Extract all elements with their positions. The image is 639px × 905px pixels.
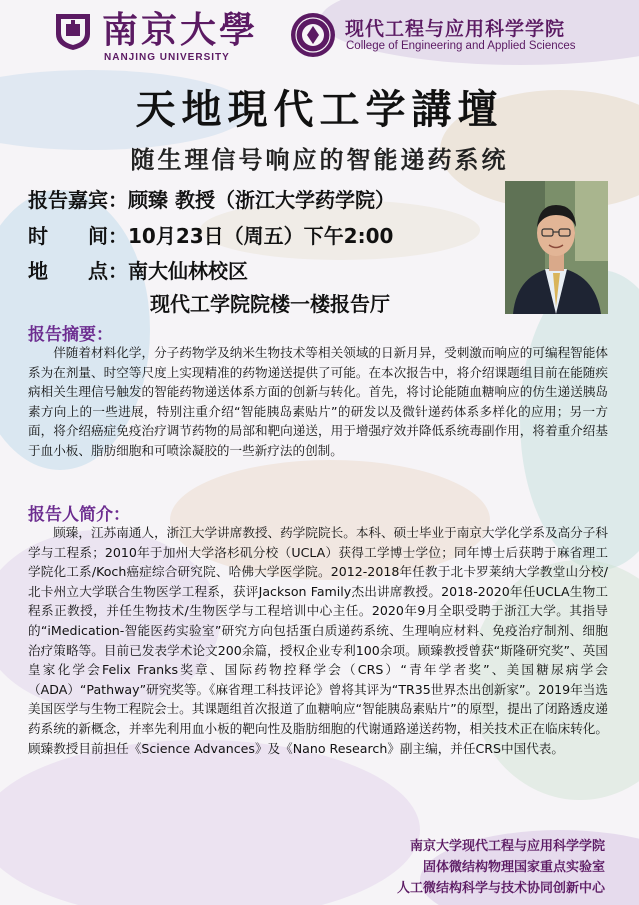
time-label: 时 间： — [28, 224, 128, 248]
nju-seal-logo — [52, 10, 94, 52]
speaker-label: 报告嘉宾： — [28, 188, 128, 212]
footer-org-1: 南京大学现代工程与应用科学学院 — [409, 839, 605, 854]
place-value: 南大仙林校区 — [128, 259, 248, 283]
bio-text: 顾臻，江苏南通人，浙江大学讲席教授、药学院院长。本科、硕士毕业于南京大学化学系及高分子科学与工程系；2010年于加州大学洛杉矶分校（UCLA）获得工学博士学位；同年博士后获聘于麻省理工学院化工系/Koch癌症综合研究院、哈佛大学医学院。2012-2018年任教于北卡罗莱纳大学教堂山分校/北卡州立大学联合生物医学工程系，获评Jackson Family杰出讲席教授。2018-2020年任UCLA生物工程系正教授，并任生物技术/生物医学与工程培训中心主任。2020年9月全职受聘于浙江大学。其指导的“iMedication-智能医药实验室”研究方向包括蛋白质递药系统、生理响应材料、免疫治疗制剂、细胞治疗策略等。目前已发表学术论文200余篇，授权企业专利100余项。顾臻教授曾获“斯隆研究奖”、英国皇家化学会Felix Franks奖章、国际药物控释学会（CRS）“青年学者奖”、美国糖尿病学会（ADA）“Pathway”研究奖等。《麻省理工科技评论》曾将其评为“TR35世界杰出创新家”。2019年当选美国医学与生物工程院会士。其课题组首次报道了血糖响应“智能胰岛素贴片”的原型，提出了闭路透皮递药系统的新概念，并率先利用血小板的靶向性及脂肪细胞的代谢通路递送药物，相关技术正在临床转化。顾臻教授目前担任《Science Advances》及《Nano Research》副主编，并任CRS中国代表。 — [28, 525, 608, 756]
abstract-text: 伴随着材料化学，分子药物学及纳米生物技术等相关领域的日新月异，受刺激而响应的可编程智能体系为在剂量、时空等尺度上实现精准的药物递送提供了可能。在本次报告中，将介绍课题组目前在能随疾病相关生理信号触发的智能药物递送体系方面的创新与转化。首先，将讨论能随血糖响应的仿生递送胰岛素方向上的一些进展，特别注重介绍“智能胰岛素贴片”的研发以及微针递药体系多样化的应用；另一方面，将介绍癌症免疫治疗调节药物的局部和靶向递送，用于增强疗效并降低系统毒副作用，将着重介绍基于血小板、脂肪细胞和可喷涂凝胶的一些新疗法的创制。 — [28, 345, 608, 458]
footer-org-2: 固体微结构物理国家重点实验室 — [422, 860, 605, 875]
abstract-heading: 报告摘要： — [28, 325, 113, 345]
bio-heading: 报告人简介： — [28, 505, 130, 525]
time-value: 10月23日（周五）下午2:00 — [128, 224, 394, 248]
place-row-2 — [150, 288, 390, 317]
college-name-cn: 现代工程与应用科学学院 — [345, 18, 566, 40]
place-row — [28, 255, 248, 284]
time-row — [28, 220, 393, 249]
speaker-row — [28, 184, 395, 213]
college-seal-logo — [290, 12, 336, 58]
series-title: 天地現代工学講壇 — [135, 86, 504, 133]
place-value-2: 现代工学院院楼一楼报告厅 — [150, 292, 390, 316]
nju-name-en: NANJING UNIVERSITY — [104, 52, 230, 63]
lecture-title: 随生理信号响应的智能递药系统 — [130, 145, 509, 174]
speaker-photo — [505, 181, 608, 314]
footer-org-3: 人工微结构科学与技术协同创新中心 — [396, 881, 605, 896]
speaker-value: 顾臻 教授（浙江大学药学院） — [128, 188, 395, 212]
college-name-en: College of Engineering and Applied Sciences — [346, 40, 576, 52]
place-label: 地 点： — [28, 259, 128, 283]
nju-name-cn: 南京大學 — [102, 9, 259, 51]
